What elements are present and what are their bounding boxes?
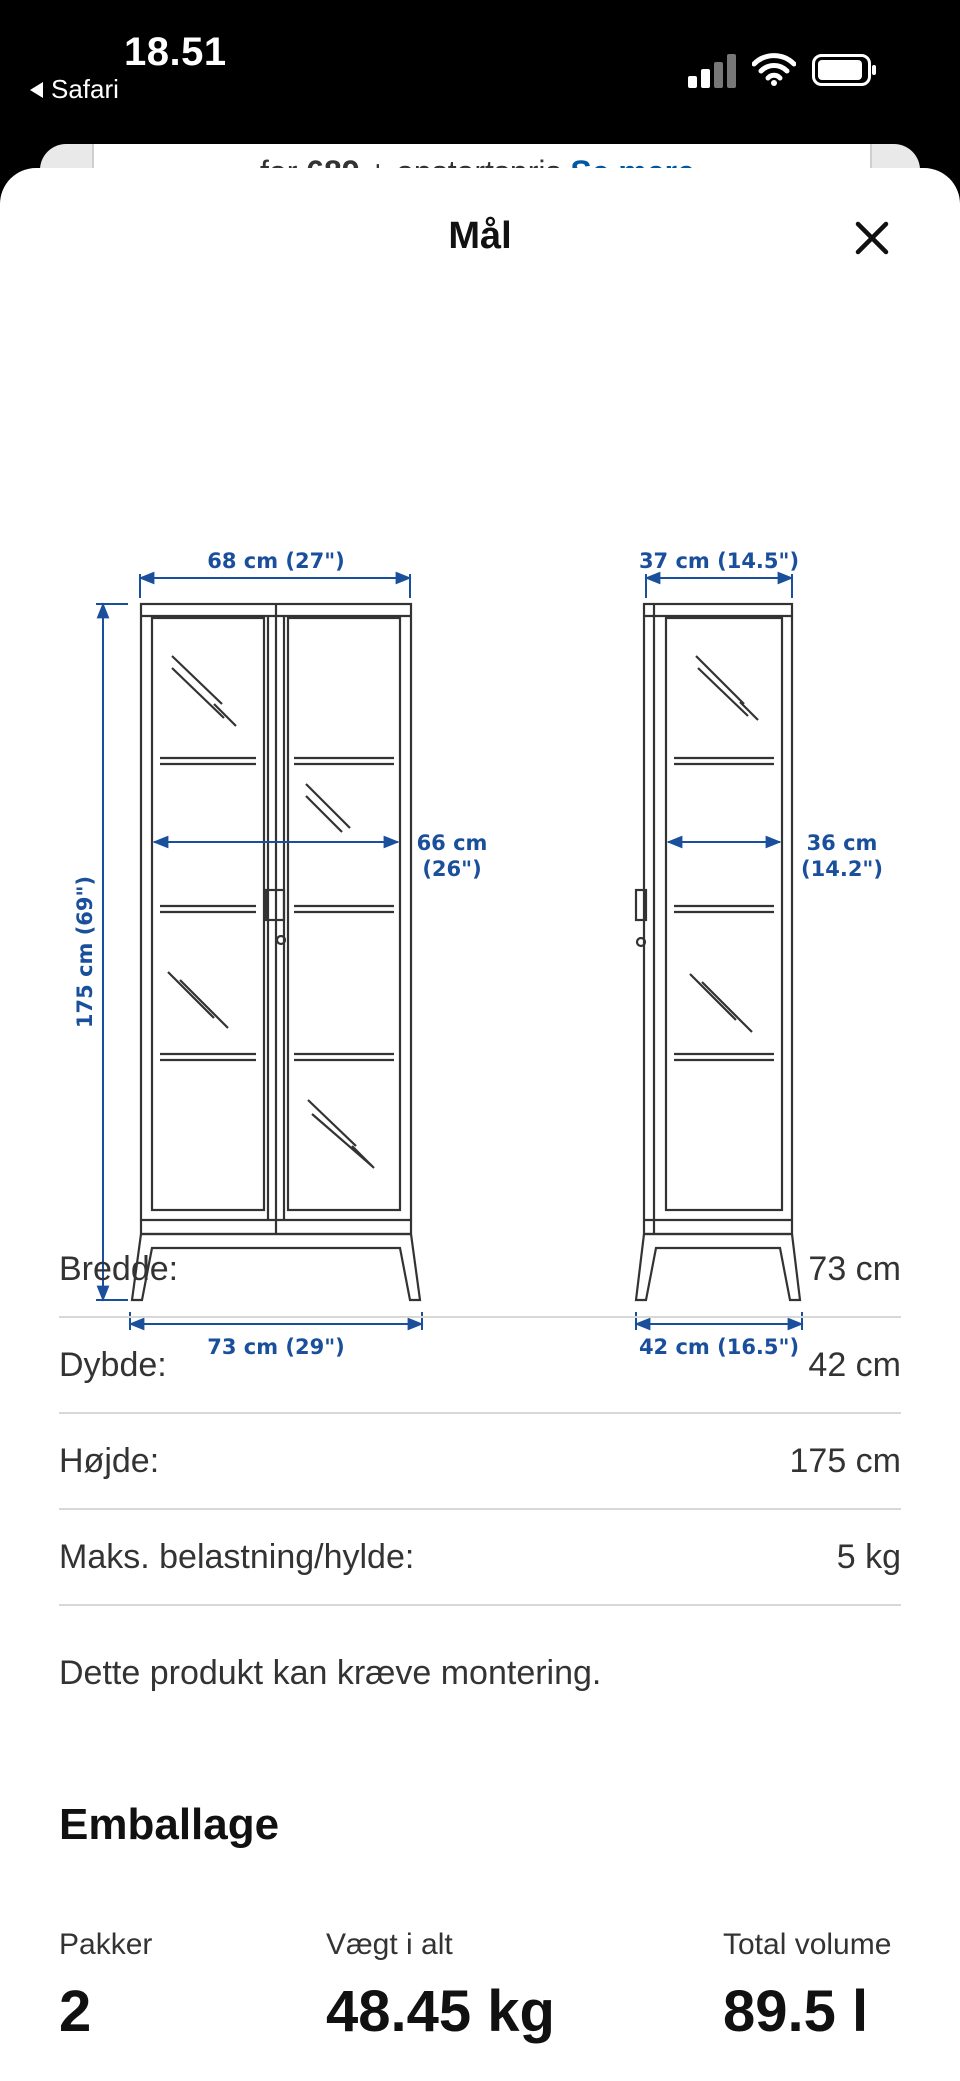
front-top-width-label: 68 cm (27") (207, 549, 345, 573)
packaging-label: Pakker (59, 1928, 153, 1961)
front-bottom-width-label: 73 cm (29") (207, 1335, 345, 1359)
packaging-value: 48.45 kg (326, 1979, 555, 2044)
spec-row-height (59, 1414, 901, 1510)
front-view-drawing (132, 604, 420, 1300)
status-bar (0, 0, 960, 140)
spec-label: Højde: (59, 1441, 160, 1480)
wifi-icon (752, 52, 796, 86)
back-label: Safari (51, 74, 119, 104)
sheet-title: Mål (448, 215, 512, 257)
side-top-depth-label: 37 cm (14.5") (638, 549, 800, 573)
dimensions-sheet (0, 168, 960, 2081)
back-arrow-icon (30, 82, 43, 98)
spec-value: 175 cm (789, 1441, 901, 1480)
spec-label: Dybde: (59, 1345, 167, 1384)
packaging-packages (59, 1928, 152, 2045)
side-inner-depth-in-label: (14.2") (801, 857, 883, 881)
front-height-label: 175 cm (69") (73, 875, 97, 1029)
spec-row-width (59, 1222, 901, 1318)
side-bottom-depth-label: 42 cm (16.5") (638, 1335, 800, 1359)
packaging-value: 2 (59, 1979, 92, 2044)
side-view-drawing (636, 604, 800, 1300)
status-time: 18.51 (124, 30, 227, 74)
dimensions-diagram (0, 368, 960, 1368)
front-inner-width-in-label: (26") (422, 857, 482, 881)
packaging-total-weight (326, 1928, 555, 2045)
spec-row-depth (59, 1318, 901, 1414)
packaging-heading: Emballage (59, 1800, 280, 1849)
cellular-signal-icon (688, 54, 738, 88)
specs-list (59, 1222, 901, 1606)
side-inner-depth-cm-label: 36 cm (806, 831, 878, 855)
packaging-label: Vægt i alt (326, 1928, 453, 1961)
back-to-safari-button[interactable] (30, 74, 119, 105)
spec-row-max-load (59, 1510, 901, 1606)
spec-value: 5 kg (836, 1537, 901, 1576)
packaging-label: Total volume (723, 1928, 892, 1961)
spec-label: Maks. belastning/hylde: (59, 1537, 415, 1576)
close-icon[interactable] (852, 218, 892, 258)
packaging-value: 89.5 l (723, 1979, 869, 2044)
assembly-note: Dette produkt kan kræve montering. (59, 1654, 602, 1692)
battery-icon (812, 54, 878, 86)
packaging-total-volume (723, 1928, 891, 2045)
spec-label: Bredde: (59, 1249, 179, 1288)
spec-value: 73 cm (808, 1249, 901, 1288)
spec-value: 42 cm (808, 1345, 901, 1384)
front-inner-width-cm-label: 66 cm (416, 831, 488, 855)
